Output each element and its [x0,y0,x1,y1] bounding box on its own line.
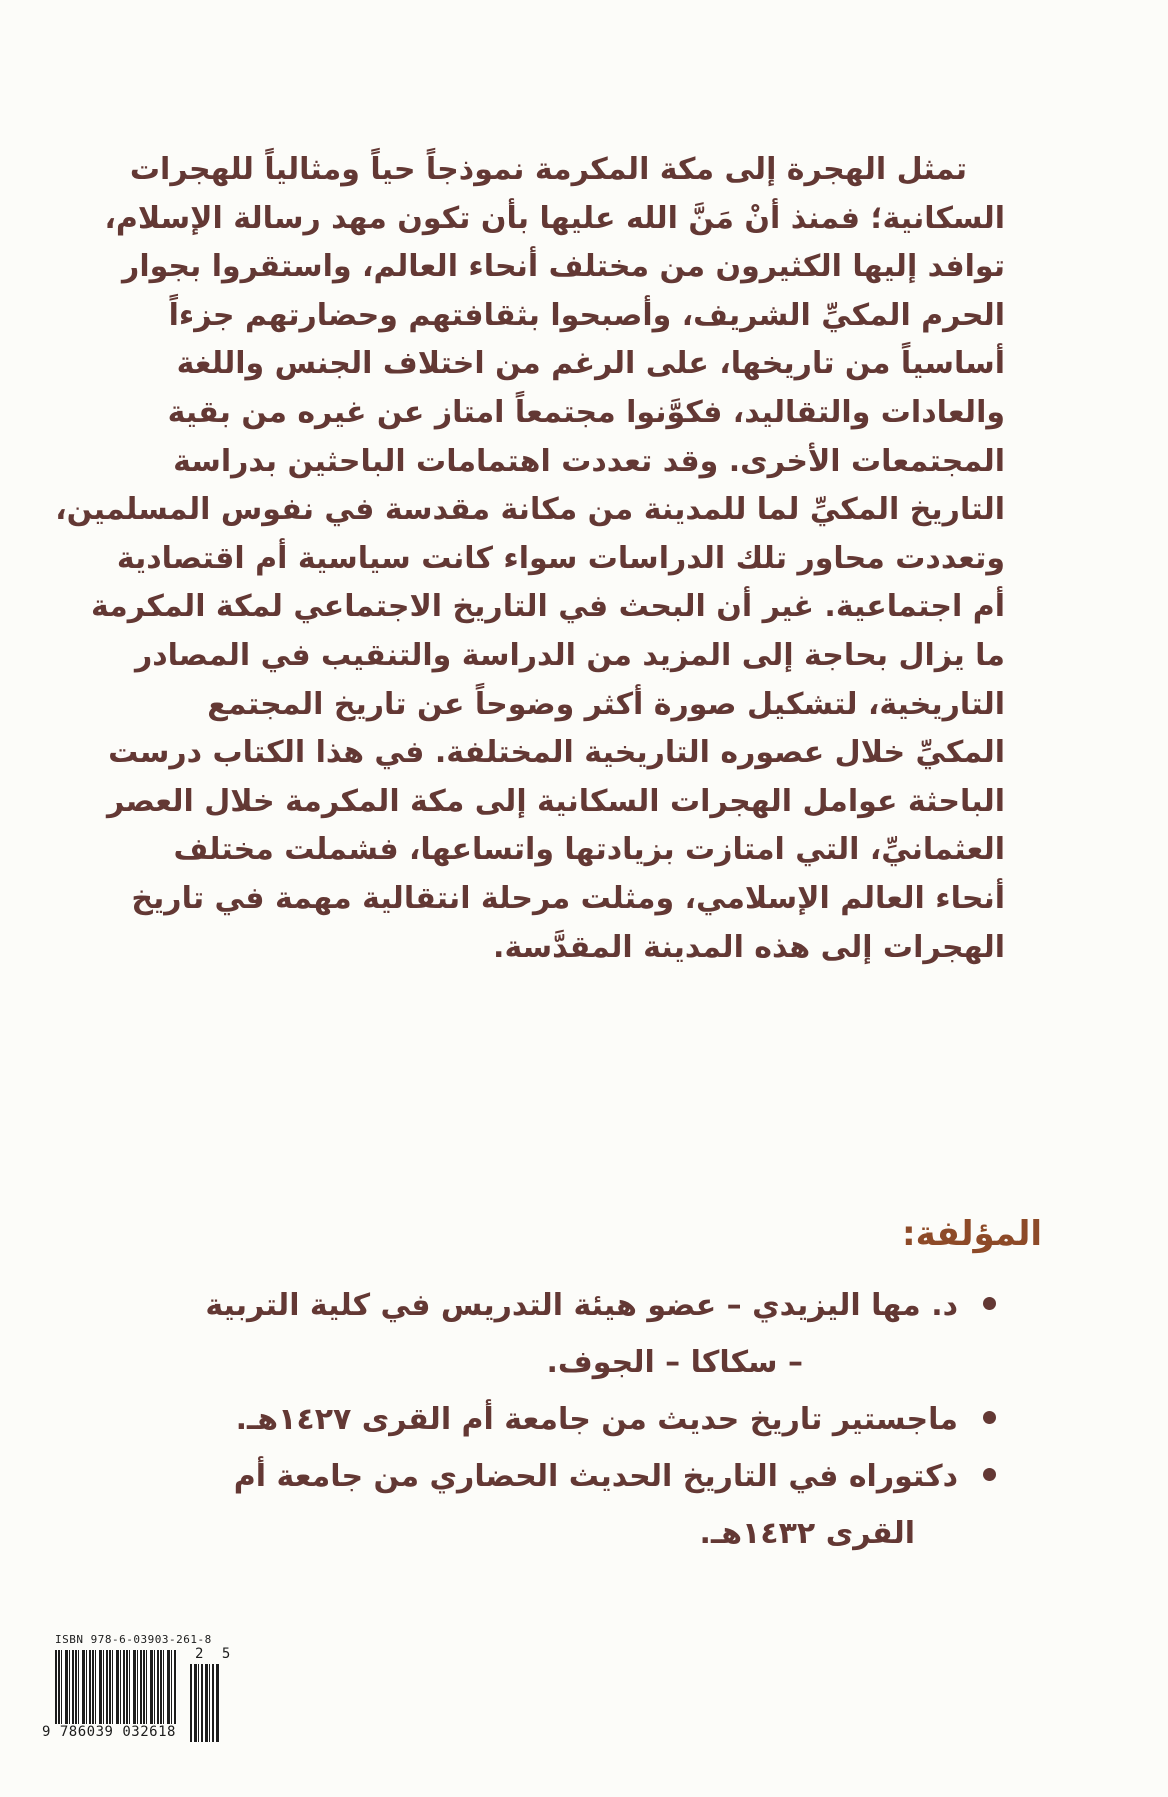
synopsis-line: العثمانيِّ، التي امتازت بزيادتها واتساعها، فشملت مختلف [173,832,1005,868]
author-bullet-item [235,1391,998,1448]
synopsis-line: التاريخ المكيِّ لما للمدينة من مكانة مقدسة في نفوس المسلمين، [55,492,1005,528]
synopsis-line: التاريخية، لتشكيل صورة أكثر وضوحاً عن تاريخ المجتمع [207,686,1005,722]
barcode-addon-digits: 2 5 [195,1646,236,1662]
synopsis-line: توافد إليها الكثيرون من مختلف أنحاء العالم، واستقروا بجوار [122,249,1005,285]
synopsis-line: أم اجتماعية. غير أن البحث في التاريخ الاجتماعي لمكة المكرمة [90,589,1005,625]
bullet-icon [983,1411,996,1424]
author-bullet-item [233,1448,998,1562]
author-section-heading: المؤلفة: [902,1214,1042,1254]
author-bullet-line: – سكاكا – الجوف. [546,1345,803,1380]
synopsis-line: تمثل الهجرة إلى مكة المكرمة نموذجاً حياً ومثالياً للهجرات [129,152,967,187]
author-bullet-item [205,1277,998,1391]
barcode-digits: 9 786039 032618 [42,1724,176,1740]
author-bullet-line: القرى ١٤٣٢هـ. [699,1516,915,1551]
synopsis-paragraph [55,146,1005,972]
synopsis-line: المجتمعات الأخرى. وقد تعددت اهتمامات الباحثين بدراسة [173,443,1005,479]
synopsis-line: الباحثة عوامل الهجرات السكانية إلى مكة المكرمة خلال العصر [107,783,1005,819]
author-bullet-line: ماجستير تاريخ حديث من جامعة أم القرى ١٤٢٧هـ. [235,1402,958,1437]
synopsis-line: والعادات والتقاليد، فكوَّنوا مجتمعاً امتاز عن غيره من بقية [167,394,1005,430]
synopsis-line: المكيِّ خلال عصوره التاريخية المختلفة. في هذا الكتاب درست [108,735,1005,771]
synopsis-line: ما يزال بحاجة إلى المزيد من الدراسة والتنقيب في المصادر [135,637,1005,673]
synopsis-line: الحرم المكيِّ الشريف، وأصبحوا بثقافتهم وحضارتهم جزءاً [168,297,1005,333]
author-bullet-line: دكتوراه في التاريخ الحديث الحضاري من جامعة أم [233,1459,958,1494]
barcode-addon [190,1664,220,1742]
bullet-icon [983,1297,996,1310]
isbn-label: ISBN 978-6-03903-261-8 [55,1633,212,1646]
author-bullet-list [205,1277,998,1562]
synopsis-line: أنحاء العالم الإسلامي، ومثلت مرحلة انتقالية مهمة في تاريخ [131,880,1005,916]
synopsis-line: السكانية؛ فمنذ أنْ مَنَّ الله عليها بأن تكون مهد رسالة الإسلام، [104,200,1005,236]
bullet-icon [983,1468,996,1481]
synopsis-line: أساسياً من تاريخها، على الرغم من اختلاف الجنس واللغة [176,346,1005,382]
author-bullet-line: د. مها اليزيدي – عضو هيئة التدريس في كلية التربية [205,1288,958,1323]
synopsis-line: وتعددت محاور تلك الدراسات سواء كانت سياسية أم اقتصادية [116,540,1005,576]
synopsis-line: الهجرات إلى هذه المدينة المقدَّسة. [493,929,1005,965]
ean-barcode [55,1650,177,1724]
